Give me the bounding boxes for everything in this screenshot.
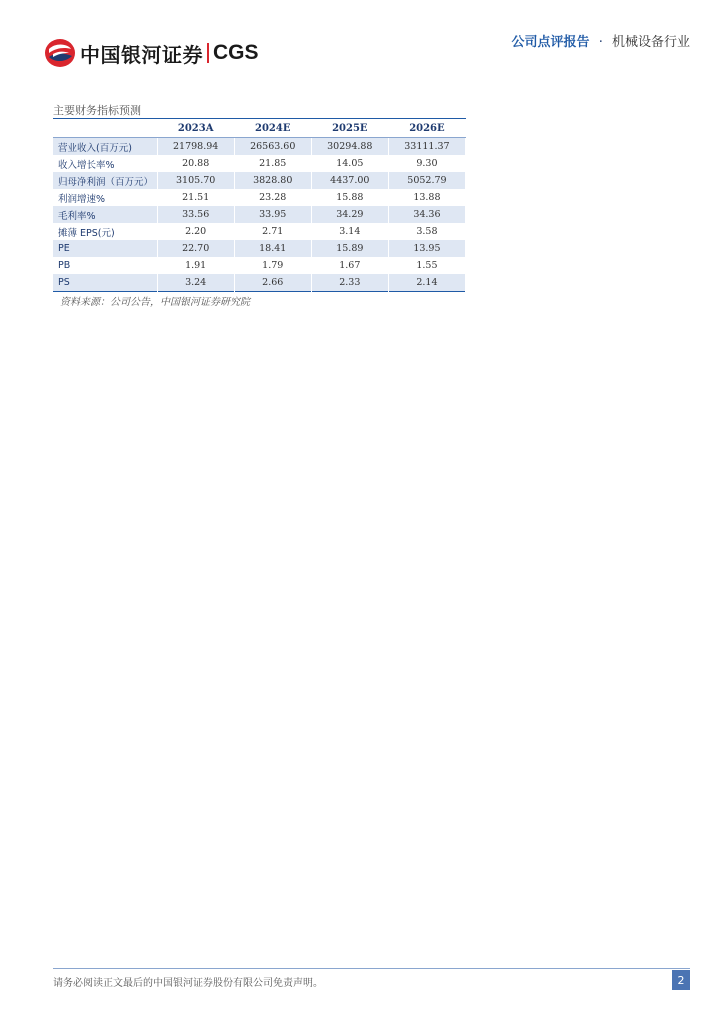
table-header-cell: 2023A bbox=[157, 119, 234, 138]
row-label: PE bbox=[53, 240, 157, 257]
table-cell: 15.88 bbox=[311, 189, 388, 206]
table-row bbox=[53, 240, 466, 257]
company-logo bbox=[44, 38, 259, 68]
table-cell: 1.91 bbox=[157, 257, 234, 274]
table-cell: 22.70 bbox=[157, 240, 234, 257]
table-row bbox=[53, 206, 466, 223]
row-label: 利润增速% bbox=[53, 189, 157, 206]
table-row bbox=[53, 257, 466, 274]
logo-text-cn: 中国银河证券 bbox=[80, 42, 203, 67]
table-row bbox=[53, 172, 466, 189]
table-cell: 2.14 bbox=[388, 274, 465, 292]
table-header-row bbox=[53, 119, 466, 138]
table-cell: 21.51 bbox=[157, 189, 234, 206]
row-label: PB bbox=[53, 257, 157, 274]
table-row bbox=[53, 274, 466, 292]
galaxy-logo-icon bbox=[44, 38, 76, 68]
table-cell: 3105.70 bbox=[157, 172, 234, 189]
industry-label: 机械设备行业 bbox=[611, 35, 690, 50]
table-title: 主要财务指标预测 bbox=[53, 104, 141, 117]
table-header-cell: 2025E bbox=[311, 119, 388, 138]
footer-divider bbox=[53, 968, 690, 969]
row-label: 归母净利润（百万元） bbox=[53, 172, 157, 189]
table-cell: 4437.00 bbox=[311, 172, 388, 189]
header-separator: · bbox=[598, 35, 603, 50]
table-cell: 33111.37 bbox=[388, 138, 465, 156]
row-label: PS bbox=[53, 274, 157, 292]
report-type: 公司点评报告 bbox=[511, 35, 590, 50]
row-label: 收入增长率% bbox=[53, 155, 157, 172]
table-cell: 33.56 bbox=[157, 206, 234, 223]
table-cell: 2.66 bbox=[234, 274, 311, 292]
table-source-note: 资料来源：公司公告，中国银河证券研究院 bbox=[60, 297, 250, 308]
table-cell: 13.95 bbox=[388, 240, 465, 257]
table-cell: 14.05 bbox=[311, 155, 388, 172]
row-label: 营业收入(百万元) bbox=[53, 138, 157, 156]
logo-divider bbox=[207, 43, 209, 63]
page-number: 2 bbox=[672, 970, 690, 990]
table-cell: 3.14 bbox=[311, 223, 388, 240]
table-cell: 23.28 bbox=[234, 189, 311, 206]
table-cell: 2.71 bbox=[234, 223, 311, 240]
table-cell: 18.41 bbox=[234, 240, 311, 257]
financial-forecast-table bbox=[53, 118, 466, 292]
table-cell: 26563.60 bbox=[234, 138, 311, 156]
logo-text-en: CGS bbox=[213, 41, 259, 64]
table-cell: 33.95 bbox=[234, 206, 311, 223]
table-cell: 1.67 bbox=[311, 257, 388, 274]
table-row bbox=[53, 138, 466, 156]
table-cell: 3.58 bbox=[388, 223, 465, 240]
table-cell: 30294.88 bbox=[311, 138, 388, 156]
table-cell: 13.88 bbox=[388, 189, 465, 206]
footer-disclaimer: 请务必阅读正文最后的中国银河证券股份有限公司免责声明。 bbox=[53, 978, 323, 989]
table-cell: 3828.80 bbox=[234, 172, 311, 189]
table-header-cell: 2024E bbox=[234, 119, 311, 138]
row-label: 摊薄 EPS(元) bbox=[53, 223, 157, 240]
table-cell: 34.36 bbox=[388, 206, 465, 223]
table-row bbox=[53, 155, 466, 172]
table-header-cell: 2026E bbox=[388, 119, 465, 138]
table-cell: 1.79 bbox=[234, 257, 311, 274]
row-label: 毛利率% bbox=[53, 206, 157, 223]
table-cell: 1.55 bbox=[388, 257, 465, 274]
table-cell: 34.29 bbox=[311, 206, 388, 223]
table-row bbox=[53, 223, 466, 240]
table-row bbox=[53, 189, 466, 206]
table-cell: 21798.94 bbox=[157, 138, 234, 156]
table-cell: 21.85 bbox=[234, 155, 311, 172]
table-cell: 2.20 bbox=[157, 223, 234, 240]
table-cell: 20.88 bbox=[157, 155, 234, 172]
table-cell: 2.33 bbox=[311, 274, 388, 292]
table-cell: 5052.79 bbox=[388, 172, 465, 189]
table-cell: 3.24 bbox=[157, 274, 234, 292]
report-header bbox=[512, 31, 690, 50]
table-cell: 15.89 bbox=[311, 240, 388, 257]
table-header-cell bbox=[53, 119, 157, 138]
table-cell: 9.30 bbox=[388, 155, 465, 172]
